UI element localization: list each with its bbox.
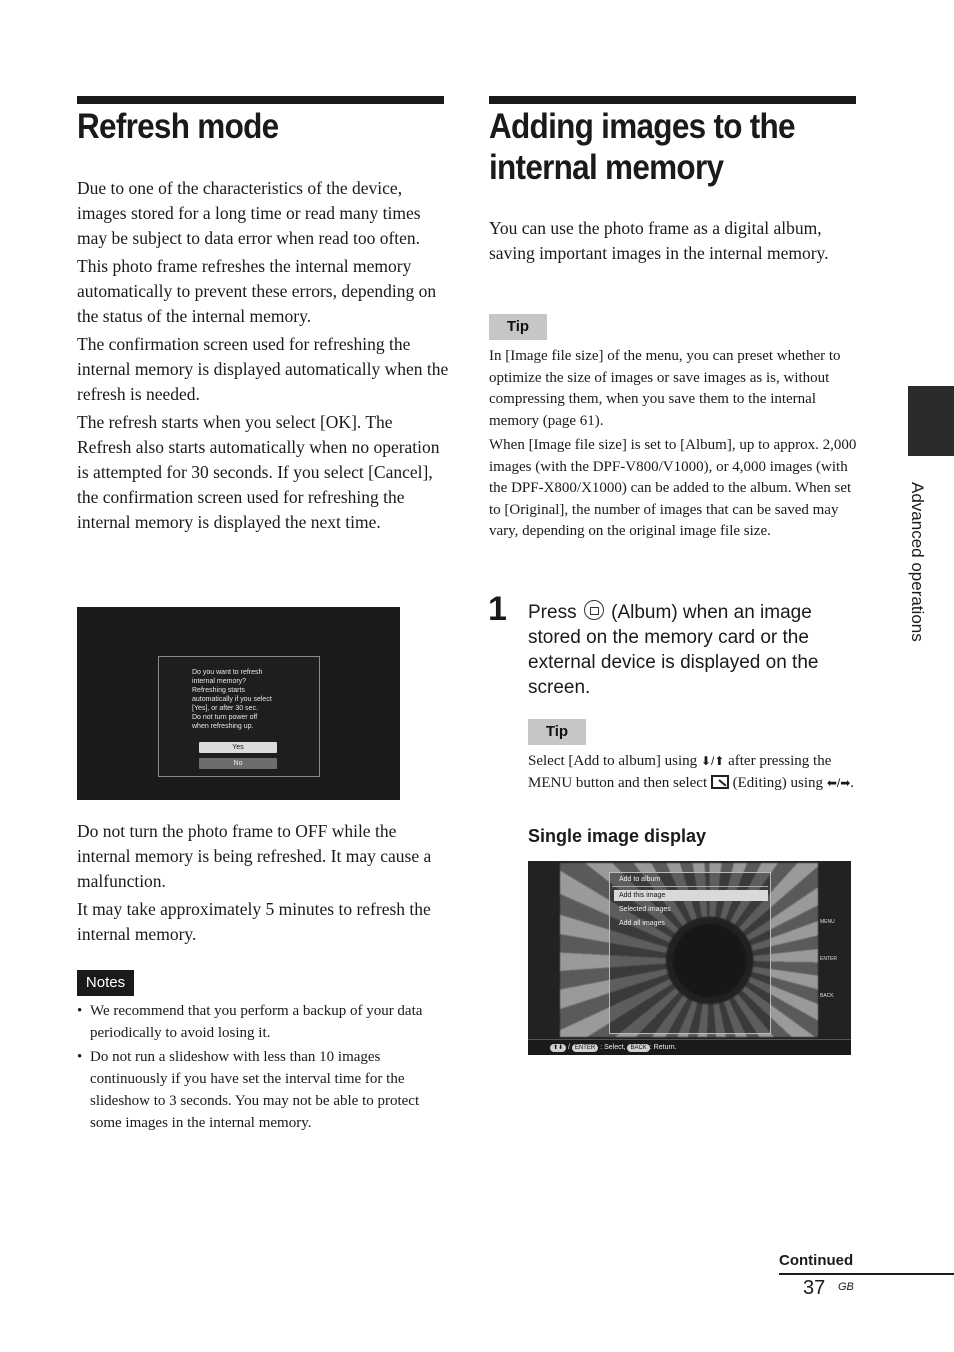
dialog-line: automatically if you select (192, 696, 272, 703)
screen-help-bar: ⬆⬇ / ENTER : Select, BACK : Return. (528, 1039, 851, 1055)
section-heading-refresh-mode: Refresh mode (77, 107, 279, 146)
enter-key-icon: ENTER (572, 1044, 598, 1052)
page-number: 37 (803, 1277, 826, 1299)
paragraph: Due to one of the characteristics of the device, images stored for a long time or read many times may be subject to data error when read too often. (77, 178, 421, 248)
tip-text: (Editing) using (732, 775, 824, 791)
add-to-album-menu (609, 872, 771, 1034)
page-suffix: GB (838, 1281, 854, 1293)
tip-text: after pressing the MENU button and then select (528, 753, 832, 791)
arrow-keys-icon: ⬆⬇ (550, 1044, 566, 1052)
step-tip-label: Tip (528, 719, 586, 745)
no-button[interactable]: No (199, 758, 277, 769)
menu-title: Add to album (619, 876, 661, 883)
section-heading-adding-images (489, 106, 795, 188)
tip-paragraph: When [Image file size] is set to [Album], up to approx. 2,000 images (with the DPF-V800/V1000), or 4,000 images (with the DPF-X800/X1000) can be added to the album. When set to [Original], the number of images that can be saved may vary, depending on the original image file size. (489, 437, 857, 539)
tip-paragraph: In [Image file size] of the menu, you can preset whether to optimize the size of images or save images as is, without compressing them, when you save them to the internal memory (page 61). (489, 348, 841, 429)
up-down-arrow-icon: ⬇/⬆ (700, 754, 725, 768)
paragraph: You can use the photo frame as a digital album, saving important images in the internal memory. (489, 218, 829, 263)
dialog-line: Refreshing starts (192, 687, 245, 694)
yes-button[interactable]: Yes (199, 742, 277, 753)
refresh-dialog (158, 656, 320, 777)
menu-item-add-this-image[interactable]: Add this image (614, 890, 768, 901)
heading-line: internal memory (489, 148, 724, 187)
notes-list (77, 1000, 445, 1136)
dialog-line: when refreshing up. (192, 723, 254, 730)
menu-divider (612, 886, 768, 887)
step-instruction (528, 600, 853, 700)
back-key-label: BACK (820, 993, 834, 999)
step-text-after: (Album) when an image stored on the memory card or the external device is displayed on the screen. (528, 602, 819, 698)
tip-body (489, 346, 857, 546)
continued-label: Continued (779, 1252, 854, 1269)
tip-text: . (850, 775, 855, 791)
notes-label: Notes (77, 970, 134, 996)
enter-key-label: ENTER (820, 956, 837, 962)
dialog-line: Do you want to refresh (192, 669, 263, 676)
heading-line: Adding images to the (489, 107, 795, 146)
help-text: : Return. (649, 1044, 677, 1051)
refresh-confirmation-screen (77, 607, 400, 800)
side-tab-label: Advanced operations (908, 482, 927, 642)
dialog-line: Do not turn power off (192, 714, 258, 721)
step-number: 1 (488, 590, 507, 628)
paragraph: Do not turn the photo frame to OFF while the internal memory is being refreshed. It may cause a malfunction. (77, 821, 432, 891)
single-image-display-subheading: Single image display (528, 826, 707, 846)
single-image-display-screen (528, 861, 851, 1055)
menu-key-label: MENU (820, 919, 835, 925)
paragraph: It may take approximately 5 minutes to refresh the internal memory. (77, 899, 431, 944)
refresh-mode-body (77, 176, 449, 538)
heading-rule-right (489, 96, 856, 104)
tip-label: Tip (489, 314, 547, 340)
adding-images-intro (489, 216, 857, 269)
back-key-icon: BACK (627, 1044, 649, 1052)
menu-item-selected-images[interactable]: Selected images (619, 906, 671, 913)
dialog-line: [Yes], or after 30 sec. (192, 705, 258, 712)
step-text-before: Press (528, 602, 577, 623)
editing-icon (711, 775, 729, 789)
menu-item-add-all-images[interactable]: Add all images (619, 920, 665, 927)
dialog-line: internal memory? (192, 678, 247, 685)
heading-rule-left (77, 96, 444, 104)
paragraph: The confirmation screen used for refreshing the internal memory is displayed automatically when the refresh is needed. (77, 334, 449, 404)
section-tab-marker (908, 386, 954, 456)
paragraph: The refresh starts when you select [OK]. The Refresh also starts automatically when no operation is attempted for 30 seconds. If you select [Cancel], the confirmation screen used for refreshing the internal memory is displayed the next time. (77, 412, 440, 532)
refresh-warning-body (77, 819, 449, 950)
footer-rule (779, 1273, 954, 1275)
album-icon (584, 600, 604, 620)
left-right-arrow-icon: ⬅/➡ (826, 776, 851, 790)
paragraph: This photo frame refreshes the internal memory automatically to prevent these errors, depending on the status of the internal memory. (77, 256, 437, 326)
note-item: • Do not run a slideshow with less than 10 images continuously if you have set the interval time for the slideshow to 3 seconds. You may not be able to protect some images in the internal memory. (77, 1046, 445, 1134)
note-item: • We recommend that you perform a backup of your data periodically to avoid losing it. (77, 1000, 445, 1044)
help-text: : Select, (600, 1044, 626, 1051)
dialog-message (192, 668, 312, 731)
tip-text: Select [Add to album] using (528, 753, 698, 769)
step-tip-body (528, 750, 856, 794)
